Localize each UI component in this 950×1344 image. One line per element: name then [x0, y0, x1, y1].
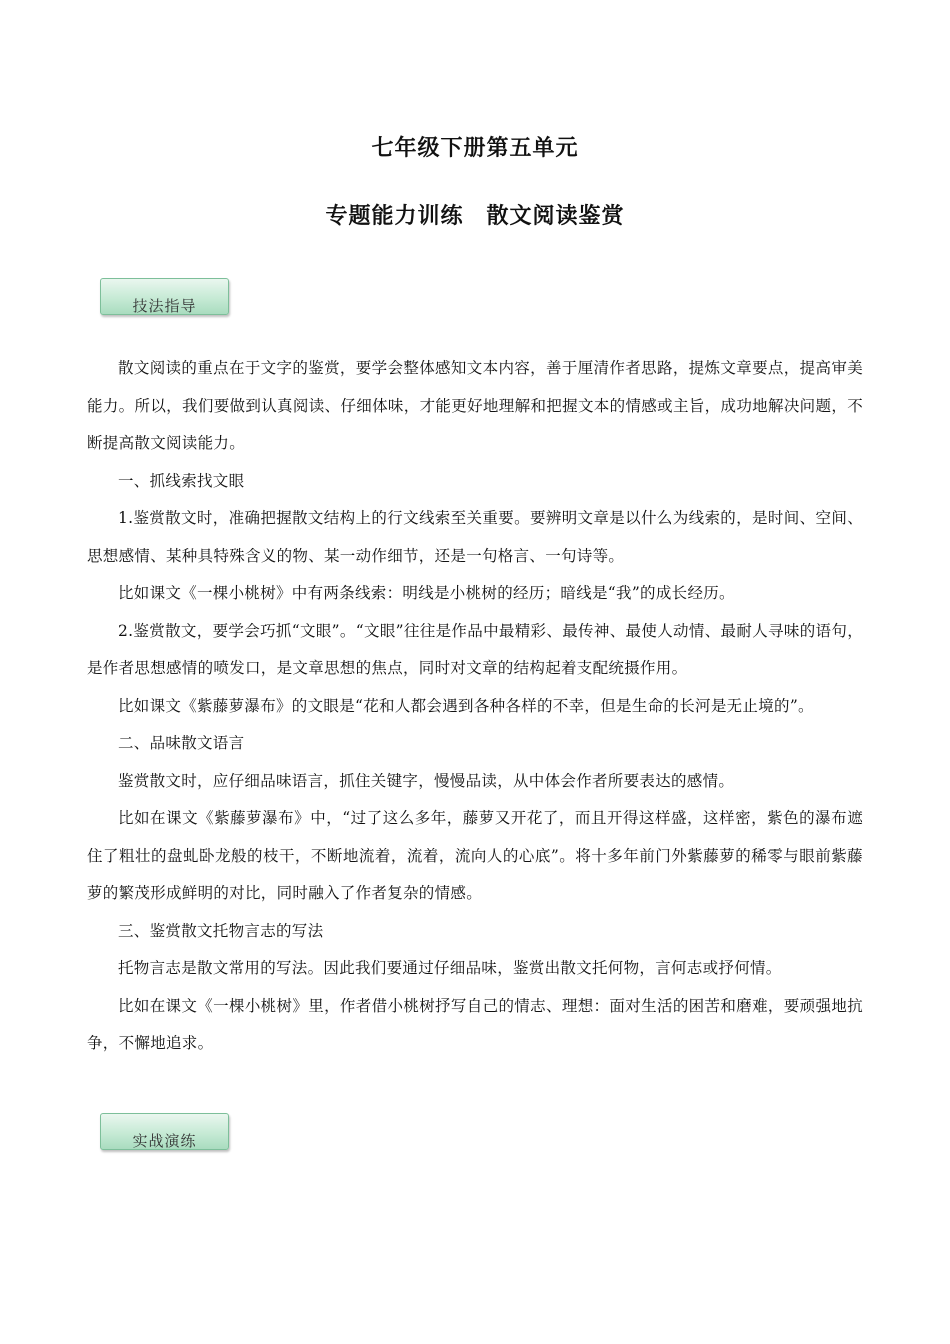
- heading-language: 二、品味散文语言: [118, 734, 245, 752]
- paragraph-clue-example: 比如课文《一棵小桃树》中有两条线索：明线是小桃树的经历；暗线是“我”的成长经历。: [118, 584, 735, 602]
- document-title: 七年级下册第五单元: [371, 136, 579, 161]
- document-subtitle: 专题能力训练 散文阅读鉴赏: [325, 204, 625, 229]
- paragraph-clue-1: 1.鉴赏散文时，准确把握散文结构上的行文线索至关重要。要辨明文章是以什么为线索的，是时间、空间、思想感情、某种具特殊含义的物、某一动作细节，还是一句格言、一句诗等。: [87, 509, 863, 565]
- intro-paragraph: 散文阅读的重点在于文字的鉴赏，要学会整体感知文本内容，善于厘清作者思路，提炼文章要点，提高审美能力。所以，我们要做到认真阅读、仔细体味，才能更好地理解和把握文本的情感或主旨，成功地解决问题，不断提高散文阅读能力。: [87, 359, 863, 452]
- section-tab-practice: [100, 1113, 229, 1150]
- heading-clue: 一、抓线索找文眼: [118, 471, 245, 490]
- paragraph-language-example: 比如在课文《紫藤萝瀑布》中，“过了这么多年，藤萝又开花了，而且开得这样盛，这样密，紫色的瀑布遮住了粗壮的盘虬卧龙般的枝干，不断地流着，流着，流向人的心底”。将十多年前门外紫藤萝的稀零与眼前紫藤萝的繁茂形成鲜明的对比，同时融入了作者复杂的情感。: [87, 809, 863, 902]
- body-text: [87, 350, 863, 1063]
- heading-symbolism: 三、鉴赏散文托物言志的写法: [118, 921, 324, 940]
- paragraph-symbolism-example: 比如在课文《一棵小桃树》里，作者借小桃树抒写自己的情志、理想：面对生活的困苦和磨难，要顽强地抗争，不懈地追求。: [87, 996, 863, 1052]
- section-tab-label: 实战演练: [132, 1132, 197, 1150]
- paragraph-language: 鉴赏散文时，应仔细品味语言，抓住关键字，慢慢品读，从中体会作者所要表达的感情。: [118, 771, 735, 790]
- paragraph-wenyan-example: 比如课文《紫藤萝瀑布》的文眼是“花和人都会遇到各种各样的不幸，但是生命的长河是无止境的”。: [118, 696, 814, 715]
- paragraph-wenyan: 2.鉴赏散文，要学会巧抓“文眼”。“文眼”往往是作品中最精彩、最传神、最使人动情、最耐人寻味的语句，是作者思想感情的喷发口，是文章思想的焦点，同时对文章的结构起着支配统摄作用。: [87, 621, 863, 677]
- paragraph-symbolism: 托物言志是散文常用的写法。因此我们要通过仔细品味，鉴赏出散文托何物，言何志或抒何情。: [118, 959, 782, 977]
- section-tab-technique-guide: [100, 278, 229, 315]
- section-tab-label: 技法指导: [132, 297, 197, 315]
